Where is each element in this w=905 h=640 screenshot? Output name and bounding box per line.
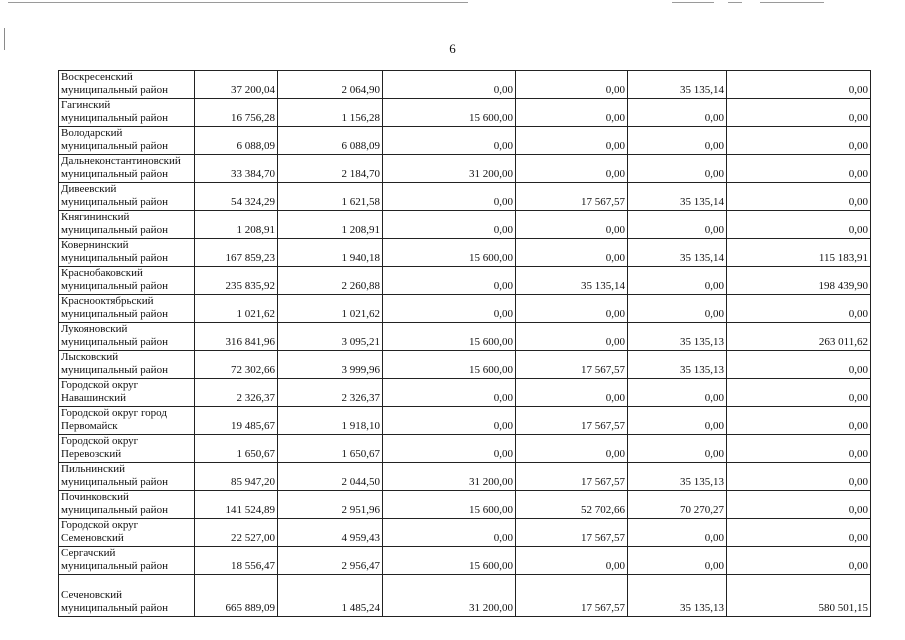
- amount-cell: 0,00: [727, 99, 871, 127]
- amount-cell: 0,00: [727, 435, 871, 463]
- page-number: 6: [449, 41, 456, 56]
- amount-cell: 0,00: [516, 239, 628, 267]
- amount-cell: 17 567,57: [516, 575, 628, 617]
- district-name-cell: [59, 155, 195, 183]
- amount-cell: 17 567,57: [516, 463, 628, 491]
- district-name-cell: [59, 435, 195, 463]
- amount-cell: 15 600,00: [383, 491, 516, 519]
- amount-cell: 0,00: [628, 407, 727, 435]
- amount-cell: 0,00: [516, 127, 628, 155]
- amount-cell: 0,00: [628, 155, 727, 183]
- amount-cell: 1 650,67: [278, 435, 383, 463]
- district-name-line: Воскресенский: [61, 71, 133, 83]
- amount-cell: 19 485,67: [195, 407, 278, 435]
- amount-cell: 15 600,00: [383, 351, 516, 379]
- amount-cell: 0,00: [628, 99, 727, 127]
- amount-cell: 35 135,13: [628, 323, 727, 351]
- district-name-line: Ковернинский: [61, 239, 129, 251]
- amount-cell: 235 835,92: [195, 267, 278, 295]
- district-name-cell: [59, 127, 195, 155]
- district-name-line: Пильнинский: [61, 463, 125, 475]
- district-name-cell: [59, 239, 195, 267]
- table-row: [59, 155, 871, 183]
- table-row: [59, 127, 871, 155]
- amount-cell: 1 940,18: [278, 239, 383, 267]
- district-name-line: Краснооктябрьский: [61, 295, 154, 307]
- district-name-line: Навашинский: [61, 392, 127, 404]
- amount-cell: 33 384,70: [195, 155, 278, 183]
- amount-cell: 263 011,62: [727, 323, 871, 351]
- district-name-cell: [59, 351, 195, 379]
- amount-cell: 0,00: [516, 323, 628, 351]
- amount-cell: 0,00: [383, 211, 516, 239]
- amount-cell: 0,00: [727, 463, 871, 491]
- amount-cell: 2 326,37: [195, 379, 278, 407]
- amount-cell: 15 600,00: [383, 323, 516, 351]
- district-name-line: Городской округ: [61, 379, 139, 391]
- district-name-line: Дивеевский: [61, 183, 117, 195]
- table-row: [59, 575, 871, 617]
- amount-cell: 0,00: [727, 379, 871, 407]
- amount-cell: 35 135,13: [628, 463, 727, 491]
- district-name-line: Гагинский: [61, 99, 111, 111]
- amount-cell: 6 088,09: [195, 127, 278, 155]
- amount-cell: 0,00: [628, 267, 727, 295]
- table-row: [59, 183, 871, 211]
- district-name-line: муниципальный район: [61, 336, 168, 348]
- amount-cell: 0,00: [628, 435, 727, 463]
- amount-cell: 16 756,28: [195, 99, 278, 127]
- amount-cell: 0,00: [727, 295, 871, 323]
- amount-cell: 2 064,90: [278, 71, 383, 99]
- district-name-cell: [59, 71, 195, 99]
- amount-cell: 37 200,04: [195, 71, 278, 99]
- amount-cell: 0,00: [727, 351, 871, 379]
- table-row: [59, 267, 871, 295]
- district-name-line: муниципальный район: [61, 476, 168, 488]
- district-name-line: муниципальный район: [61, 280, 168, 292]
- amount-cell: 0,00: [628, 547, 727, 575]
- district-name-line: Володарский: [61, 127, 123, 139]
- amount-cell: 17 567,57: [516, 183, 628, 211]
- data-table: [58, 70, 871, 617]
- district-name-cell: [59, 211, 195, 239]
- district-name-cell: [59, 491, 195, 519]
- amount-cell: 85 947,20: [195, 463, 278, 491]
- amount-cell: 0,00: [727, 491, 871, 519]
- table-row: [59, 547, 871, 575]
- amount-cell: 0,00: [516, 211, 628, 239]
- table-row: [59, 351, 871, 379]
- amount-cell: 0,00: [383, 295, 516, 323]
- amount-cell: 17 567,57: [516, 519, 628, 547]
- amount-cell: 665 889,09: [195, 575, 278, 617]
- district-name-line: Первомайск: [61, 420, 118, 432]
- amount-cell: 316 841,96: [195, 323, 278, 351]
- table-row: [59, 435, 871, 463]
- district-name-line: муниципальный район: [61, 504, 168, 516]
- amount-cell: 1 621,58: [278, 183, 383, 211]
- amount-cell: 35 135,14: [628, 183, 727, 211]
- district-name-line: Лукояновский: [61, 323, 128, 335]
- table-row: [59, 519, 871, 547]
- amount-cell: 6 088,09: [278, 127, 383, 155]
- amount-cell: 0,00: [516, 547, 628, 575]
- amount-cell: 35 135,13: [628, 351, 727, 379]
- table-row: [59, 295, 871, 323]
- amount-cell: 0,00: [727, 519, 871, 547]
- district-name-cell: [59, 379, 195, 407]
- amount-cell: 2 951,96: [278, 491, 383, 519]
- amount-cell: 0,00: [727, 547, 871, 575]
- district-name-line: муниципальный район: [61, 364, 168, 376]
- amount-cell: 54 324,29: [195, 183, 278, 211]
- amount-cell: 2 184,70: [278, 155, 383, 183]
- table-row: [59, 211, 871, 239]
- amount-cell: 35 135,14: [516, 267, 628, 295]
- amount-cell: 115 183,91: [727, 239, 871, 267]
- district-name-line: Семеновский: [61, 532, 124, 544]
- scan-edge-line: [728, 2, 742, 3]
- amount-cell: 1 208,91: [278, 211, 383, 239]
- district-name-cell: [59, 407, 195, 435]
- amount-cell: 0,00: [383, 519, 516, 547]
- district-name-line: муниципальный район: [61, 140, 168, 152]
- table-body: [59, 71, 871, 617]
- amount-cell: 0,00: [628, 519, 727, 547]
- district-name-line: Дальнеконстантиновский: [61, 155, 181, 167]
- amount-cell: 1 208,91: [195, 211, 278, 239]
- district-name-cell: [59, 295, 195, 323]
- amount-cell: 0,00: [628, 379, 727, 407]
- district-name-line: Починковский: [61, 491, 129, 503]
- table-row: [59, 407, 871, 435]
- district-name-line: Городской округ: [61, 519, 139, 531]
- district-name-line: муниципальный район: [61, 252, 168, 264]
- amount-cell: 0,00: [727, 71, 871, 99]
- amount-cell: 1 650,67: [195, 435, 278, 463]
- district-name-line: Городской округ город: [61, 407, 167, 419]
- district-name-line: Городской округ: [61, 435, 139, 447]
- district-name-line: муниципальный район: [61, 168, 168, 180]
- amount-cell: 0,00: [516, 295, 628, 323]
- amount-cell: 0,00: [383, 435, 516, 463]
- scan-edge-line: [760, 2, 824, 3]
- amount-cell: 0,00: [516, 435, 628, 463]
- amount-cell: 35 135,14: [628, 239, 727, 267]
- amount-cell: 1 021,62: [195, 295, 278, 323]
- amount-cell: 0,00: [727, 183, 871, 211]
- amount-cell: 3 095,21: [278, 323, 383, 351]
- table-row: [59, 239, 871, 267]
- amount-cell: 0,00: [628, 211, 727, 239]
- table-row: [59, 379, 871, 407]
- amount-cell: 2 260,88: [278, 267, 383, 295]
- district-name-line: муниципальный район: [61, 224, 168, 236]
- district-name-line: муниципальный район: [61, 308, 168, 320]
- amount-cell: 15 600,00: [383, 239, 516, 267]
- amount-cell: 18 556,47: [195, 547, 278, 575]
- amount-cell: 17 567,57: [516, 407, 628, 435]
- amount-cell: 52 702,66: [516, 491, 628, 519]
- district-name-line: муниципальный район: [61, 602, 168, 614]
- amount-cell: 31 200,00: [383, 155, 516, 183]
- amount-cell: 70 270,27: [628, 491, 727, 519]
- amount-cell: 22 527,00: [195, 519, 278, 547]
- district-name-line: муниципальный район: [61, 84, 168, 96]
- amount-cell: 15 600,00: [383, 99, 516, 127]
- district-name-cell: [59, 99, 195, 127]
- amount-cell: 0,00: [727, 211, 871, 239]
- amount-cell: 1 021,62: [278, 295, 383, 323]
- amount-cell: 0,00: [516, 155, 628, 183]
- amount-cell: 0,00: [383, 183, 516, 211]
- district-name-line: Перевозский: [61, 448, 122, 460]
- amount-cell: 0,00: [727, 155, 871, 183]
- district-name-cell: [59, 463, 195, 491]
- amount-cell: 0,00: [727, 127, 871, 155]
- amount-cell: 0,00: [628, 295, 727, 323]
- amount-cell: 0,00: [383, 379, 516, 407]
- district-name-line: Сергачский: [61, 547, 116, 559]
- district-name-line: Сеченовский: [61, 589, 123, 601]
- amount-cell: 35 135,13: [628, 575, 727, 617]
- scan-edge-line: [672, 2, 714, 3]
- table-row: [59, 323, 871, 351]
- amount-cell: 2 956,47: [278, 547, 383, 575]
- table-row: [59, 99, 871, 127]
- district-name-cell: [59, 575, 195, 617]
- amount-cell: 580 501,15: [727, 575, 871, 617]
- amount-cell: 31 200,00: [383, 575, 516, 617]
- amount-cell: 3 999,96: [278, 351, 383, 379]
- amount-cell: 167 859,23: [195, 239, 278, 267]
- amount-cell: 0,00: [727, 407, 871, 435]
- amount-cell: 35 135,14: [628, 71, 727, 99]
- amount-cell: 141 524,89: [195, 491, 278, 519]
- district-name-cell: [59, 183, 195, 211]
- district-name-cell: [59, 267, 195, 295]
- district-name-cell: [59, 323, 195, 351]
- amount-cell: 0,00: [383, 267, 516, 295]
- amount-cell: 0,00: [516, 99, 628, 127]
- amount-cell: 72 302,66: [195, 351, 278, 379]
- amount-cell: 0,00: [516, 71, 628, 99]
- table-row: [59, 491, 871, 519]
- amount-cell: 1 485,24: [278, 575, 383, 617]
- amount-cell: 4 959,43: [278, 519, 383, 547]
- amount-cell: 1 156,28: [278, 99, 383, 127]
- table-row: [59, 71, 871, 99]
- district-name-line: муниципальный район: [61, 560, 168, 572]
- district-name-cell: [59, 519, 195, 547]
- district-name-cell: [59, 547, 195, 575]
- amount-cell: 2 044,50: [278, 463, 383, 491]
- amount-cell: 2 326,37: [278, 379, 383, 407]
- amount-cell: 0,00: [383, 71, 516, 99]
- district-name-line: Лысковский: [61, 351, 119, 363]
- amount-cell: 0,00: [628, 127, 727, 155]
- district-name-line: муниципальный район: [61, 112, 168, 124]
- table-row: [59, 463, 871, 491]
- district-name-line: Краснобаковский: [61, 267, 143, 279]
- amount-cell: 0,00: [516, 379, 628, 407]
- amount-cell: 17 567,57: [516, 351, 628, 379]
- amount-cell: 1 918,10: [278, 407, 383, 435]
- district-name-line: Княгининский: [61, 211, 130, 223]
- amount-cell: 198 439,90: [727, 267, 871, 295]
- scan-edge-line: [8, 2, 468, 3]
- amount-cell: 15 600,00: [383, 547, 516, 575]
- amount-cell: 31 200,00: [383, 463, 516, 491]
- district-name-line: муниципальный район: [61, 196, 168, 208]
- amount-cell: 0,00: [383, 407, 516, 435]
- amount-cell: 0,00: [383, 127, 516, 155]
